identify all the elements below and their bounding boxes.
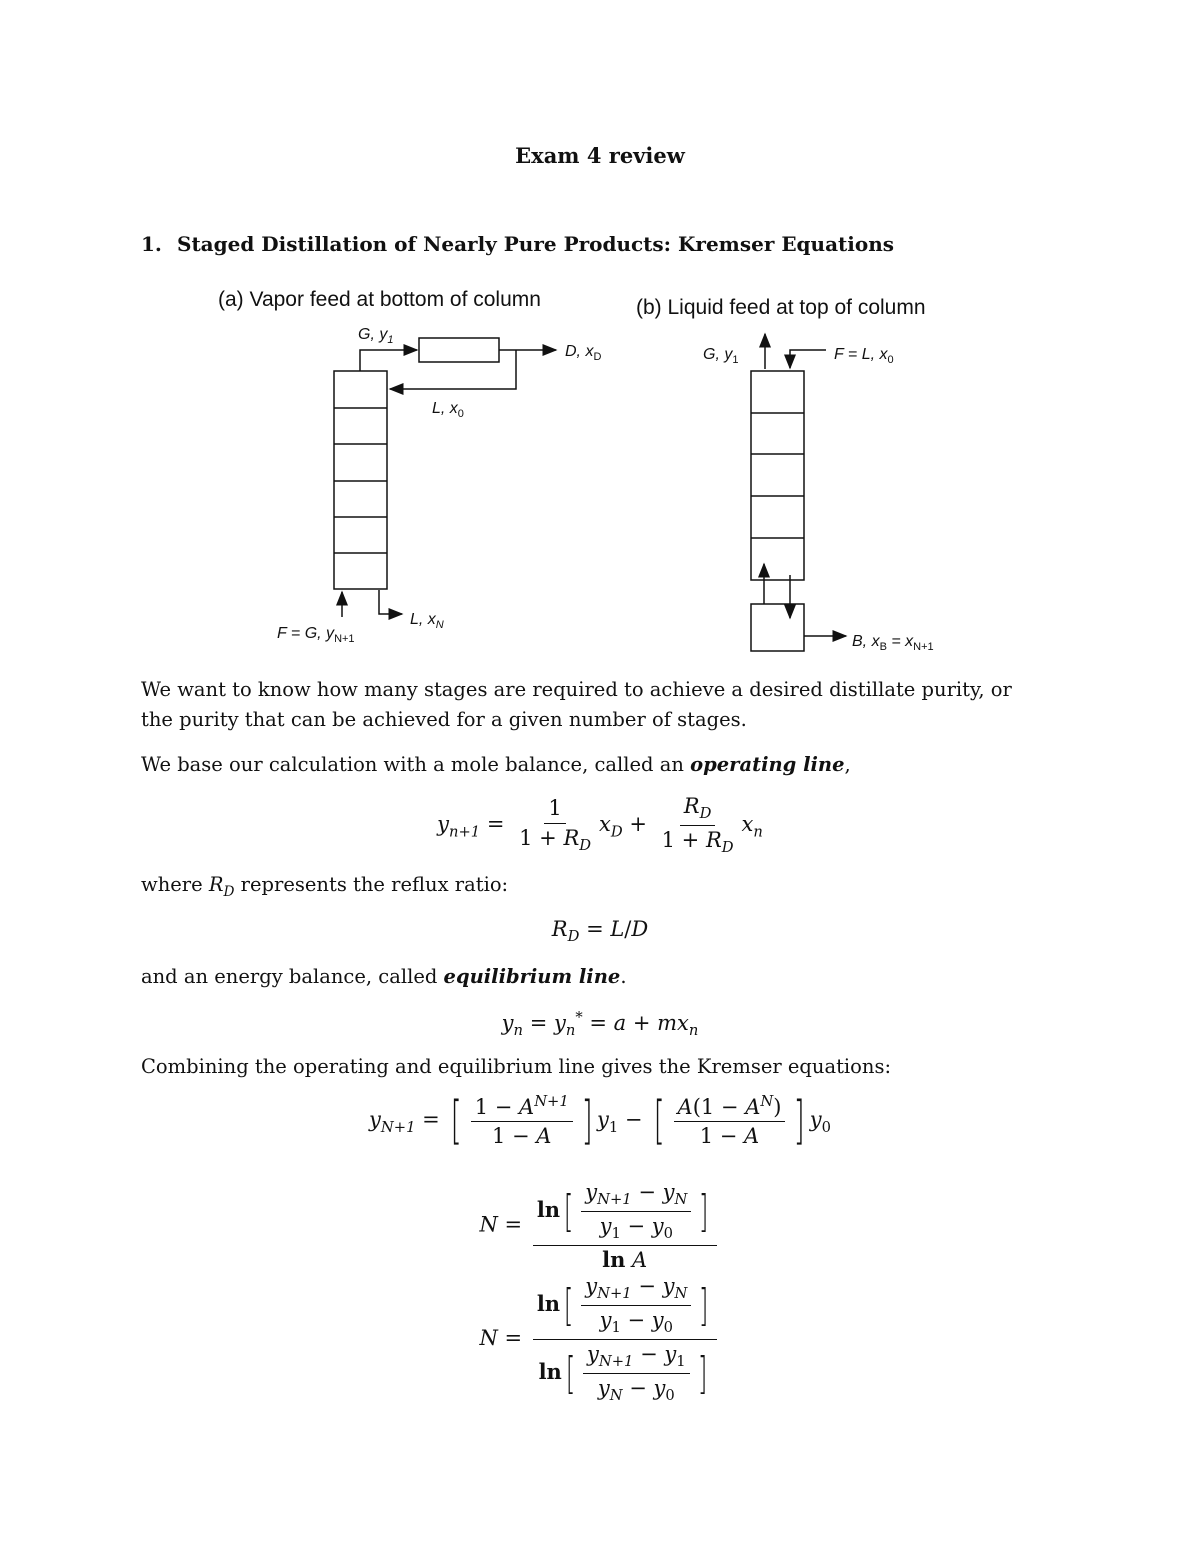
kremser-equation-1: $y_{N+1}$ = [ $\frac{1 - A^{N+1}}{1 - A}$ ] $y_1$ − [ $\frac{A(1 - A^N)}{1 - A}$ ] $y_0$ [369,1091,831,1152]
label-b-feed: F = L, $x_0$ [834,346,894,366]
kremser-equation-2: N = ln [ $\frac{y_{N+1} - y_N}{y_1 - y_0}$ ] ln A [0,1180,1200,1272]
label-a-feed: F = G, $y_{N+1}$ [277,625,355,645]
operating-line-intro: We base our calculation with a mole balance, called an operating line, [141,753,851,776]
caption-a: (a) Vapor feed at bottom of column [218,288,541,311]
caption-b: (b) Liquid feed at top of column [636,296,926,319]
label-a-reflux: L, $x_0$ [432,400,464,420]
reflux-ratio-intro: where $R_D$ represents the reflux ratio: [141,873,509,900]
kremser-equation-3: N = ln [ $\frac{y_{N+1} - y_N}{y_1 - y_0}$ ] ln [ $\frac{y_{N+1} - y_1}{y_N - y_0}$ ] [0,1274,1200,1405]
column-b [751,334,846,651]
label-b-bottoms: B, $x_B = x_{N+1}$ [852,633,934,653]
operating-line-term: operating line [690,753,845,776]
equilibrium-line-equation: $y_n = y_n^* = a + mx_n$ [501,1009,699,1040]
label-a-bottom-liquid: L, $x_N$ [410,611,444,631]
column-a [334,371,387,589]
kremser-intro: Combining the operating and equilibrium line gives the Kremser equations: [141,1055,892,1078]
operating-line-equation: $y_{n+1}$ = $\frac{1}{1 + R_D}$ $x_D$ + $\frac{R_D}{1 + R_D}$ $x_n$ [437,794,763,857]
section-number: 1. [141,232,162,256]
section-heading-text: Staged Distillation of Nearly Pure Products: Kremser Equations [177,232,895,256]
label-a-top-stream: G, $y_1$ [358,326,394,346]
distillation-column-diagram [0,280,1200,660]
condenser-a [342,338,556,617]
equilibrium-line-term: equilibrium line [443,965,621,988]
section-heading [141,232,894,256]
page-title: Exam 4 review [515,143,685,168]
equilibrium-line-intro: and an energy balance, called equilibrium line. [141,965,627,988]
intro-paragraph: We want to know how many stages are required to achieve a desired distillate purity, or the purity that can be achieved for a given number of stages. [141,678,1012,731]
label-a-distillate: D, $x_D$ [565,343,602,363]
label-b-top-vapor: G, $y_1$ [703,346,739,366]
reflux-ratio-equation: $R_D = L/D$ [551,917,649,946]
